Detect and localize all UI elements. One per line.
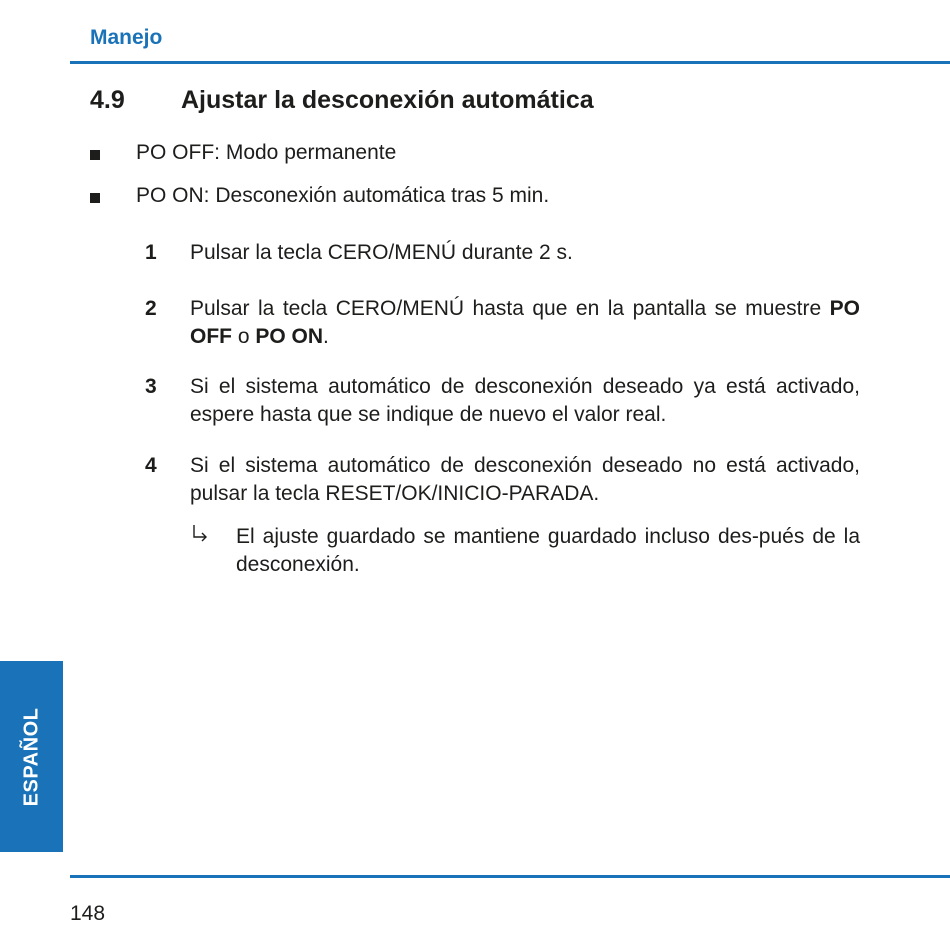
bullet-square-icon — [90, 193, 100, 203]
step-item — [145, 295, 860, 351]
footer-divider — [70, 875, 950, 878]
po-on-label: PO ON — [255, 325, 324, 348]
step-number: 4 — [145, 454, 157, 477]
po-off-label: PO OFF — [190, 297, 860, 348]
step-text-part: o — [232, 325, 256, 348]
bullet-text: PO OFF: Modo permanente — [136, 141, 397, 164]
step-number: 3 — [145, 375, 157, 398]
step-text: Pulsar la tecla CERO/MENÚ durante 2 s. — [190, 241, 573, 264]
language-tab — [0, 661, 63, 852]
result-arrow-icon — [190, 523, 210, 553]
step-number: 1 — [145, 241, 157, 264]
step-number: 2 — [145, 297, 157, 320]
section-header-label: Manejo — [90, 26, 163, 49]
step-text: Si el sistema automático de desconexión deseado ya está activado, espere hasta que se indique de nuevo el valor real. — [190, 375, 860, 426]
section-heading — [90, 86, 594, 115]
step-text — [190, 295, 860, 351]
step-text-part: . — [323, 325, 329, 348]
section-number: 4.9 — [90, 86, 125, 114]
page-number: 148 — [70, 902, 106, 925]
section-title: Ajustar la desconexión automática — [181, 86, 594, 114]
header-divider — [70, 61, 950, 64]
bullet-text: PO ON: Desconexión automática tras 5 min. — [136, 184, 550, 207]
result-text: El ajuste guardado se mantiene guardado incluso des-pués de la desconexión. — [236, 525, 860, 576]
step-text-part: Pulsar la tecla CERO/MENÚ hasta que en la pantalla se muestre — [190, 297, 830, 320]
step-item — [145, 239, 860, 267]
language-tab-label: ESPAÑOL — [20, 707, 42, 806]
bullet-square-icon — [90, 150, 100, 160]
step-item — [145, 373, 860, 429]
step-text: Si el sistema automático de desconexión deseado no está activado, pulsar la tecla RESET/OK/INICIO-PARADA. — [190, 454, 860, 505]
step-item — [145, 452, 860, 508]
result-item — [190, 523, 860, 579]
